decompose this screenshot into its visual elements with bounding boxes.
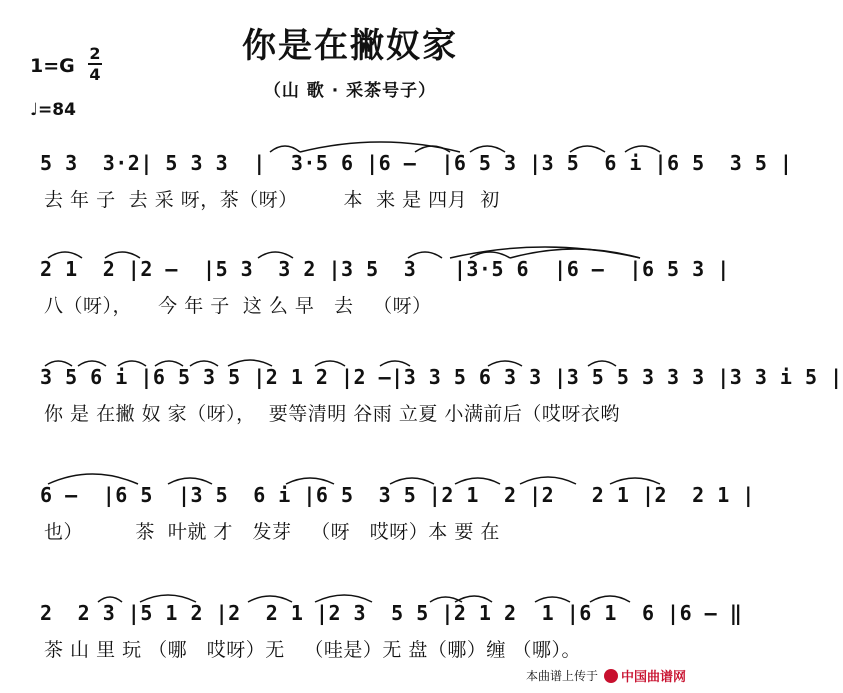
notes-line-4: 6 – |6 5 |3 5 6 i |6 5 3 5 |2 1 2 |2 2 1 |2 2 1 |: [40, 483, 755, 507]
key-signature: 1=G: [30, 55, 75, 77]
score-row-3: [0, 360, 843, 440]
footer-note: 本曲谱上传于: [525, 669, 598, 683]
notes-line-5: 2 2 3 |5 1 2 |2 2 1 |2 3 5 5 |2 1 2 1 |6 1 6 |6 – ‖: [40, 601, 743, 625]
lyrics-line-3: 你 是 在撇 奴 家（呀）， 要等清明 谷雨 立夏 小满前后（哎呀衣哟: [44, 403, 620, 425]
score-row-4: [0, 478, 755, 558]
footer-credit: [526, 666, 686, 685]
lyrics-line-5: 茶 山 里 玩 （哪 哎呀）无 （哇是）无 盘（哪）缠 （哪）。: [44, 639, 581, 661]
logo-text: 中国曲谱网: [620, 670, 686, 685]
notes-line-3: 3 5 6 i |6 5 3 5 |2 1 2 |2 –|3 3 5 6 3 3 |3 5 5 3 3 3 |3 3 i 5 |: [40, 365, 843, 389]
score-row-2: [0, 252, 730, 332]
time-signature: [88, 44, 102, 84]
score-row-5: [0, 596, 743, 676]
lyrics-line-4: 也） 茶 叶就 才 发芽 （呀 哎呀）本 要 在: [44, 521, 500, 543]
red-circle-logo-icon: [604, 669, 618, 683]
tempo-marking: ♩=84: [30, 100, 76, 120]
score-row-1: [0, 146, 793, 226]
site-logo[interactable]: [604, 666, 686, 685]
notes-line-1: 5 3 3·2| 5 3 3 | 3·5 6 |6 – |6 5 3 |3 5 6 i |6 5 3 5 |: [40, 151, 793, 175]
song-subtitle: （山 歌 · 采茶号子）: [263, 81, 437, 101]
notes-line-2: 2 1 2 |2 – |5 3 3 2 |3 5 3 |3·5 6 |6 – |6 5 3 |: [40, 257, 730, 281]
song-title: 你是在撇奴家: [242, 26, 458, 66]
lyrics-line-2: 八（呀）， 今 年 子 这 么 早 去 （呀）: [44, 295, 432, 317]
time-signature-bottom: 4: [89, 65, 101, 84]
time-signature-top: 2: [89, 44, 101, 63]
lyrics-line-1: 去 年 子 去 采 呀，茶（呀） 本 来 是 四月 初: [44, 189, 500, 211]
